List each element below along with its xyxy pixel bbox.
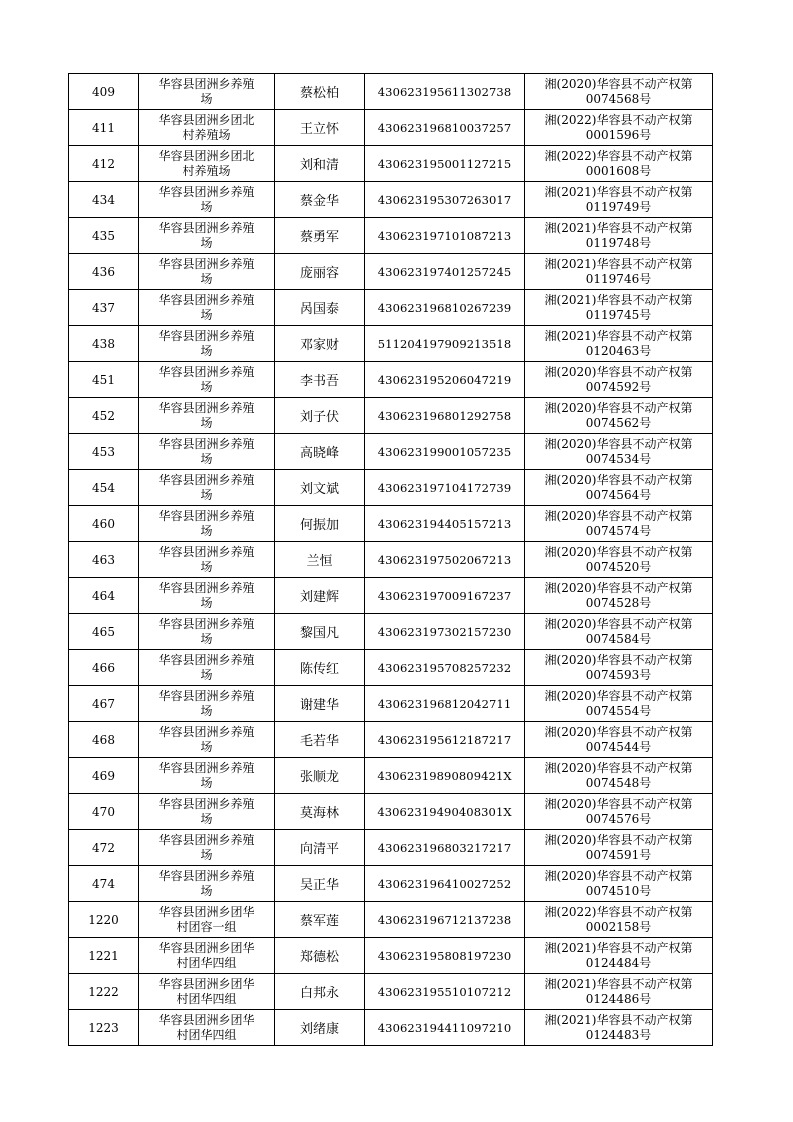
certificate-line: 湘(2021)华容县不动产权第: [544, 220, 693, 235]
table-row: [69, 506, 713, 542]
records-table-body: [69, 74, 713, 1046]
table-row: [69, 110, 713, 146]
unit-cell: [139, 434, 275, 470]
person-name-cell: 吴正华: [275, 866, 365, 902]
table-row: [69, 470, 713, 506]
id-number-cell: 430623196801292758: [365, 398, 525, 434]
unit-line: 场: [200, 379, 213, 394]
unit-line: 华容县团洲乡养殖: [158, 472, 255, 487]
certificate-line: 0074520号: [585, 559, 652, 574]
table-row: [69, 578, 713, 614]
certificate-line: 0120463号: [585, 343, 652, 358]
id-number-cell: 430623196712137238: [365, 902, 525, 938]
certificate-cell: [525, 722, 713, 758]
id-number-cell: 430623194411097210: [365, 1010, 525, 1046]
person-name-cell: 刘建辉: [275, 578, 365, 614]
certificate-cell: [525, 974, 713, 1010]
certificate-line: 湘(2020)华容县不动产权第: [544, 508, 693, 523]
unit-cell: [139, 326, 275, 362]
certificate-cell: [525, 614, 713, 650]
person-name-cell: 邓家财: [275, 326, 365, 362]
certificate-line: 0124486号: [585, 991, 652, 1006]
unit-line: 场: [200, 595, 213, 610]
certificate-line: 湘(2021)华容县不动产权第: [544, 328, 693, 343]
unit-line: 华容县团洲乡养殖: [158, 220, 255, 235]
certificate-line: 湘(2020)华容县不动产权第: [544, 400, 693, 415]
unit-cell: [139, 398, 275, 434]
table-row: [69, 686, 713, 722]
unit-line: 华容县团洲乡团北: [158, 148, 255, 163]
person-name-cell: 陈传红: [275, 650, 365, 686]
certificate-line: 湘(2020)华容县不动产权第: [544, 868, 693, 883]
unit-cell: [139, 74, 275, 110]
row-number-cell: 468: [69, 722, 139, 758]
unit-line: 场: [200, 559, 213, 574]
id-number-cell: 430623195206047219: [365, 362, 525, 398]
unit-line: 场: [200, 811, 213, 826]
unit-line: 场: [200, 91, 213, 106]
certificate-line: 0074574号: [585, 523, 652, 538]
table-row: [69, 722, 713, 758]
certificate-cell: [525, 1010, 713, 1046]
certificate-line: 湘(2021)华容县不动产权第: [544, 184, 693, 199]
id-number-cell: 430623196810267239: [365, 290, 525, 326]
certificate-line: 湘(2020)华容县不动产权第: [544, 616, 693, 631]
certificate-line: 湘(2020)华容县不动产权第: [544, 652, 693, 667]
unit-line: 华容县团洲乡团华: [158, 1012, 255, 1027]
certificate-cell: [525, 866, 713, 902]
certificate-line: 湘(2022)华容县不动产权第: [544, 904, 693, 919]
certificate-cell: [525, 110, 713, 146]
person-name-cell: 向清平: [275, 830, 365, 866]
unit-line: 华容县团洲乡养殖: [158, 364, 255, 379]
table-row: [69, 326, 713, 362]
id-number-cell: 430623196803217217: [365, 830, 525, 866]
table-row: [69, 434, 713, 470]
certificate-cell: [525, 326, 713, 362]
unit-line: 场: [200, 235, 213, 250]
table-row: [69, 614, 713, 650]
certificate-line: 0074591号: [585, 847, 652, 862]
row-number-cell: 435: [69, 218, 139, 254]
unit-line: 华容县团洲乡养殖: [158, 760, 255, 775]
unit-cell: [139, 974, 275, 1010]
unit-line: 场: [200, 775, 213, 790]
unit-line: 场: [200, 523, 213, 538]
person-name-cell: 刘和清: [275, 146, 365, 182]
table-row: [69, 74, 713, 110]
certificate-cell: [525, 434, 713, 470]
id-number-cell: 430623195510107212: [365, 974, 525, 1010]
certificate-line: 湘(2021)华容县不动产权第: [544, 1012, 693, 1027]
certificate-line: 0074510号: [585, 883, 652, 898]
certificate-line: 湘(2020)华容县不动产权第: [544, 832, 693, 847]
certificate-line: 0074534号: [585, 451, 652, 466]
unit-line: 场: [200, 487, 213, 502]
person-name-cell: 毛若华: [275, 722, 365, 758]
unit-cell: [139, 614, 275, 650]
table-row: [69, 1010, 713, 1046]
person-name-cell: 蔡松柏: [275, 74, 365, 110]
table-row: [69, 758, 713, 794]
unit-cell: [139, 794, 275, 830]
unit-cell: [139, 1010, 275, 1046]
unit-line: 村团容一组: [176, 919, 237, 934]
unit-cell: [139, 110, 275, 146]
unit-line: 华容县团洲乡养殖: [158, 256, 255, 271]
certificate-cell: [525, 290, 713, 326]
unit-line: 华容县团洲乡养殖: [158, 580, 255, 595]
unit-line: 华容县团洲乡团北: [158, 112, 255, 127]
certificate-line: 0074564号: [585, 487, 652, 502]
table-row: [69, 794, 713, 830]
id-number-cell: 430623199001057235: [365, 434, 525, 470]
certificate-line: 湘(2020)华容县不动产权第: [544, 688, 693, 703]
unit-line: 华容县团洲乡养殖: [158, 616, 255, 631]
certificate-line: 湘(2022)华容县不动产权第: [544, 112, 693, 127]
unit-cell: [139, 830, 275, 866]
table-row: [69, 398, 713, 434]
person-name-cell: 蔡金华: [275, 182, 365, 218]
row-number-cell: 451: [69, 362, 139, 398]
unit-cell: [139, 866, 275, 902]
unit-line: 场: [200, 703, 213, 718]
certificate-line: 湘(2021)华容县不动产权第: [544, 940, 693, 955]
table-row: [69, 254, 713, 290]
certificate-line: 0074554号: [585, 703, 652, 718]
row-number-cell: 438: [69, 326, 139, 362]
table-row: [69, 902, 713, 938]
table-row: [69, 866, 713, 902]
unit-line: 华容县团洲乡养殖: [158, 832, 255, 847]
unit-line: 华容县团洲乡养殖: [158, 184, 255, 199]
records-table: [68, 73, 713, 1046]
certificate-line: 0074544号: [585, 739, 652, 754]
id-number-cell: 430623195307263017: [365, 182, 525, 218]
row-number-cell: 1223: [69, 1010, 139, 1046]
table-row: [69, 938, 713, 974]
unit-line: 华容县团洲乡养殖: [158, 292, 255, 307]
unit-line: 场: [200, 307, 213, 322]
row-number-cell: 454: [69, 470, 139, 506]
table-row: [69, 974, 713, 1010]
row-number-cell: 411: [69, 110, 139, 146]
unit-line: 华容县团洲乡养殖: [158, 76, 255, 91]
unit-line: 场: [200, 847, 213, 862]
certificate-line: 湘(2020)华容县不动产权第: [544, 436, 693, 451]
unit-line: 村团华四组: [176, 1027, 237, 1042]
certificate-line: 0074562号: [585, 415, 652, 430]
certificate-cell: [525, 542, 713, 578]
unit-cell: [139, 578, 275, 614]
unit-cell: [139, 506, 275, 542]
person-name-cell: 白邦永: [275, 974, 365, 1010]
person-name-cell: 刘子伏: [275, 398, 365, 434]
id-number-cell: 430623197104172739: [365, 470, 525, 506]
certificate-line: 0074584号: [585, 631, 652, 646]
row-number-cell: 460: [69, 506, 139, 542]
certificate-cell: [525, 146, 713, 182]
row-number-cell: 409: [69, 74, 139, 110]
unit-line: 华容县团洲乡养殖: [158, 868, 255, 883]
unit-line: 场: [200, 415, 213, 430]
certificate-cell: [525, 218, 713, 254]
unit-cell: [139, 254, 275, 290]
person-name-cell: 王立怀: [275, 110, 365, 146]
certificate-line: 0002158号: [585, 919, 652, 934]
unit-line: 场: [200, 451, 213, 466]
certificate-line: 湘(2020)华容县不动产权第: [544, 364, 693, 379]
id-number-cell: 430623197302157230: [365, 614, 525, 650]
person-name-cell: 庞丽容: [275, 254, 365, 290]
row-number-cell: 1222: [69, 974, 139, 1010]
table-row: [69, 218, 713, 254]
certificate-cell: [525, 938, 713, 974]
certificate-cell: [525, 74, 713, 110]
id-number-cell: 430623196812042711: [365, 686, 525, 722]
unit-line: 华容县团洲乡团华: [158, 940, 255, 955]
unit-line: 华容县团洲乡养殖: [158, 724, 255, 739]
id-number-cell: 430623197401257245: [365, 254, 525, 290]
certificate-line: 0074548号: [585, 775, 652, 790]
person-name-cell: 蔡军莲: [275, 902, 365, 938]
unit-line: 村养殖场: [182, 127, 231, 142]
certificate-line: 湘(2020)华容县不动产权第: [544, 76, 693, 91]
person-name-cell: 李书吾: [275, 362, 365, 398]
certificate-line: 湘(2021)华容县不动产权第: [544, 256, 693, 271]
certificate-line: 湘(2020)华容县不动产权第: [544, 580, 693, 595]
id-number-cell: 430623197101087213: [365, 218, 525, 254]
certificate-line: 0119748号: [585, 235, 652, 250]
id-number-cell: 430623195001127215: [365, 146, 525, 182]
unit-line: 村团华四组: [176, 991, 237, 1006]
table-row: [69, 650, 713, 686]
unit-cell: [139, 542, 275, 578]
person-name-cell: 呙国泰: [275, 290, 365, 326]
table-row: [69, 362, 713, 398]
unit-cell: [139, 722, 275, 758]
person-name-cell: 黎国凡: [275, 614, 365, 650]
certificate-line: 湘(2020)华容县不动产权第: [544, 796, 693, 811]
unit-line: 华容县团洲乡养殖: [158, 436, 255, 451]
row-number-cell: 469: [69, 758, 139, 794]
certificate-cell: [525, 650, 713, 686]
person-name-cell: 高晓峰: [275, 434, 365, 470]
certificate-line: 湘(2020)华容县不动产权第: [544, 724, 693, 739]
certificate-line: 0074592号: [585, 379, 652, 394]
certificate-cell: [525, 506, 713, 542]
id-number-cell: 43062319490408301X: [365, 794, 525, 830]
unit-cell: [139, 938, 275, 974]
certificate-line: 0001596号: [585, 127, 652, 142]
person-name-cell: 刘绪康: [275, 1010, 365, 1046]
id-number-cell: 430623195708257232: [365, 650, 525, 686]
id-number-cell: 430623197009167237: [365, 578, 525, 614]
unit-line: 场: [200, 199, 213, 214]
certificate-line: 0001608号: [585, 163, 652, 178]
row-number-cell: 412: [69, 146, 139, 182]
unit-line: 华容县团洲乡团华: [158, 904, 255, 919]
table-row: [69, 830, 713, 866]
unit-line: 场: [200, 343, 213, 358]
certificate-cell: [525, 830, 713, 866]
certificate-cell: [525, 182, 713, 218]
table-row: [69, 146, 713, 182]
unit-cell: [139, 218, 275, 254]
certificate-line: 湘(2021)华容县不动产权第: [544, 976, 693, 991]
unit-cell: [139, 650, 275, 686]
id-number-cell: 430623195808197230: [365, 938, 525, 974]
unit-line: 场: [200, 739, 213, 754]
certificate-cell: [525, 902, 713, 938]
row-number-cell: 470: [69, 794, 139, 830]
person-name-cell: 郑德松: [275, 938, 365, 974]
unit-line: 村养殖场: [182, 163, 231, 178]
unit-cell: [139, 362, 275, 398]
unit-line: 华容县团洲乡团华: [158, 976, 255, 991]
unit-cell: [139, 290, 275, 326]
certificate-line: 0074568号: [585, 91, 652, 106]
unit-cell: [139, 902, 275, 938]
id-number-cell: 511204197909213518: [365, 326, 525, 362]
unit-line: 华容县团洲乡养殖: [158, 652, 255, 667]
person-name-cell: 蔡勇军: [275, 218, 365, 254]
certificate-line: 0124483号: [585, 1027, 652, 1042]
certificate-line: 湘(2021)华容县不动产权第: [544, 292, 693, 307]
unit-line: 场: [200, 667, 213, 682]
unit-line: 场: [200, 631, 213, 646]
unit-line: 村团华四组: [176, 955, 237, 970]
unit-line: 华容县团洲乡养殖: [158, 688, 255, 703]
row-number-cell: 434: [69, 182, 139, 218]
row-number-cell: 436: [69, 254, 139, 290]
unit-line: 华容县团洲乡养殖: [158, 796, 255, 811]
row-number-cell: 437: [69, 290, 139, 326]
certificate-line: 0119745号: [585, 307, 652, 322]
unit-cell: [139, 686, 275, 722]
id-number-cell: 43062319890809421X: [365, 758, 525, 794]
certificate-line: 0074593号: [585, 667, 652, 682]
unit-line: 华容县团洲乡养殖: [158, 400, 255, 415]
certificate-cell: [525, 398, 713, 434]
unit-line: 场: [200, 883, 213, 898]
id-number-cell: 430623196410027252: [365, 866, 525, 902]
certificate-line: 0119749号: [585, 199, 652, 214]
certificate-line: 0074528号: [585, 595, 652, 610]
row-number-cell: 453: [69, 434, 139, 470]
unit-cell: [139, 146, 275, 182]
certificate-line: 0074576号: [585, 811, 652, 826]
certificate-line: 湘(2020)华容县不动产权第: [544, 472, 693, 487]
person-name-cell: 何振加: [275, 506, 365, 542]
person-name-cell: 谢建华: [275, 686, 365, 722]
table-row: [69, 182, 713, 218]
row-number-cell: 474: [69, 866, 139, 902]
certificate-line: 0124484号: [585, 955, 652, 970]
person-name-cell: 刘文斌: [275, 470, 365, 506]
id-number-cell: 430623195612187217: [365, 722, 525, 758]
id-number-cell: 430623196810037257: [365, 110, 525, 146]
id-number-cell: 430623195611302738: [365, 74, 525, 110]
certificate-cell: [525, 470, 713, 506]
certificate-cell: [525, 362, 713, 398]
row-number-cell: 467: [69, 686, 139, 722]
unit-line: 场: [200, 271, 213, 286]
unit-cell: [139, 758, 275, 794]
unit-cell: [139, 470, 275, 506]
table-row: [69, 542, 713, 578]
certificate-line: 0119746号: [585, 271, 652, 286]
certificate-line: 湘(2022)华容县不动产权第: [544, 148, 693, 163]
person-name-cell: 兰恒: [275, 542, 365, 578]
certificate-cell: [525, 254, 713, 290]
row-number-cell: 472: [69, 830, 139, 866]
certificate-cell: [525, 758, 713, 794]
row-number-cell: 466: [69, 650, 139, 686]
person-name-cell: 莫海林: [275, 794, 365, 830]
id-number-cell: 430623194405157213: [365, 506, 525, 542]
id-number-cell: 430623197502067213: [365, 542, 525, 578]
certificate-cell: [525, 686, 713, 722]
certificate-line: 湘(2020)华容县不动产权第: [544, 544, 693, 559]
table-row: [69, 290, 713, 326]
certificate-cell: [525, 578, 713, 614]
row-number-cell: 1220: [69, 902, 139, 938]
unit-cell: [139, 182, 275, 218]
person-name-cell: 张顺龙: [275, 758, 365, 794]
row-number-cell: 463: [69, 542, 139, 578]
certificate-cell: [525, 794, 713, 830]
unit-line: 华容县团洲乡养殖: [158, 544, 255, 559]
unit-line: 华容县团洲乡养殖: [158, 328, 255, 343]
row-number-cell: 1221: [69, 938, 139, 974]
row-number-cell: 465: [69, 614, 139, 650]
unit-line: 华容县团洲乡养殖: [158, 508, 255, 523]
row-number-cell: 452: [69, 398, 139, 434]
row-number-cell: 464: [69, 578, 139, 614]
certificate-line: 湘(2020)华容县不动产权第: [544, 760, 693, 775]
